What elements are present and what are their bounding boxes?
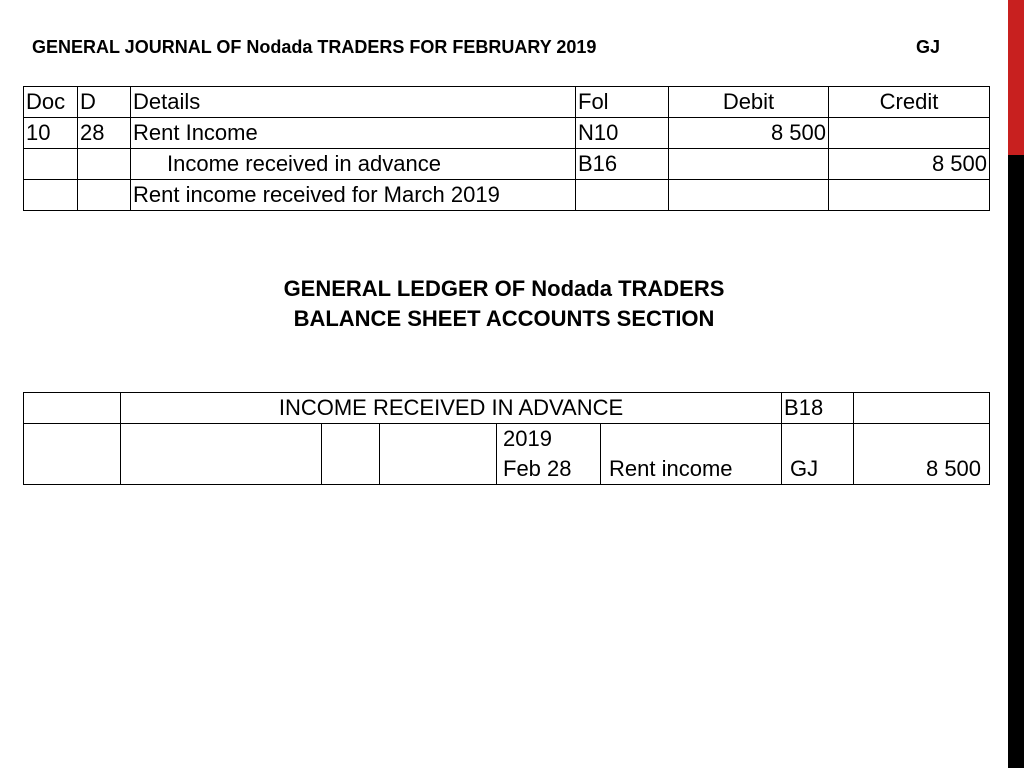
debit-date-cell xyxy=(24,424,121,485)
journal-row xyxy=(24,180,990,211)
cell-details: Income received in advance xyxy=(131,149,576,180)
cell-fol xyxy=(576,180,669,211)
ledger-heading xyxy=(0,274,1008,334)
cell-fol: N10 xyxy=(576,118,669,149)
ledger-account-header-row xyxy=(24,393,990,424)
header-credit: Credit xyxy=(829,87,990,118)
cell-debit xyxy=(669,149,829,180)
cell-debit xyxy=(669,180,829,211)
cell-details: Rent income received for March 2019 xyxy=(131,180,576,211)
cell-doc: 10 xyxy=(24,118,78,149)
cell-credit xyxy=(829,118,990,149)
journal-code: GJ xyxy=(916,37,941,57)
ledger-account-name: INCOME RECEIVED IN ADVANCE xyxy=(121,393,782,424)
ledger-entry-row xyxy=(24,424,990,485)
header-details: Details xyxy=(131,87,576,118)
journal-header-row xyxy=(24,87,990,118)
ledger-account-table xyxy=(23,392,990,485)
side-accent-red xyxy=(1008,0,1024,155)
ledger-blank-cell xyxy=(24,393,121,424)
cell-d xyxy=(78,149,131,180)
header-fol: Fol xyxy=(576,87,669,118)
ledger-account-code: B18 xyxy=(782,393,854,424)
journal-title: GENERAL JOURNAL OF Nodada TRADERS FOR FEBRUARY 2019 xyxy=(32,37,597,57)
cell-d: 28 xyxy=(78,118,131,149)
journal-row xyxy=(24,118,990,149)
header-d: D xyxy=(78,87,131,118)
cell-details: Rent Income xyxy=(131,118,576,149)
cell-doc xyxy=(24,149,78,180)
debit-details-cell xyxy=(121,424,322,485)
entry-year: 2019 xyxy=(503,426,552,451)
cell-debit: 8 500 xyxy=(669,118,829,149)
debit-amount-cell xyxy=(380,424,497,485)
credit-amount-cell: 8 500 xyxy=(854,424,990,485)
ledger-heading-line2: BALANCE SHEET ACCOUNTS SECTION xyxy=(293,306,715,331)
entry-date: Feb 28 xyxy=(503,456,572,481)
cell-doc xyxy=(24,180,78,211)
credit-fol-cell: GJ xyxy=(782,424,854,485)
credit-details-cell: Rent income xyxy=(601,424,782,485)
cell-d xyxy=(78,180,131,211)
debit-fol-cell xyxy=(322,424,380,485)
header-doc: Doc xyxy=(24,87,78,118)
cell-credit xyxy=(829,180,990,211)
ledger-heading-line1: GENERAL LEDGER OF Nodada TRADERS xyxy=(283,276,725,301)
ledger-blank-cell xyxy=(854,393,990,424)
header-debit: Debit xyxy=(669,87,829,118)
cell-fol: B16 xyxy=(576,149,669,180)
general-journal-table xyxy=(23,86,990,211)
cell-credit: 8 500 xyxy=(829,149,990,180)
journal-row xyxy=(24,149,990,180)
credit-date-cell xyxy=(497,424,601,485)
